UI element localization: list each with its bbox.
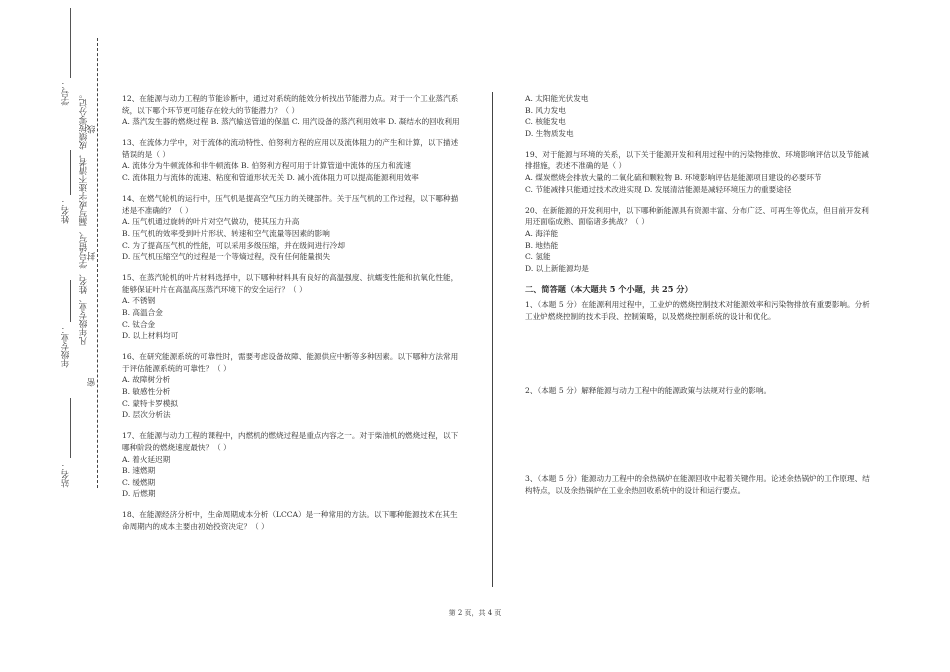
name-underline — [70, 150, 71, 195]
question-stem: 12、在能源与动力工程的节能诊断中，通过对系统的能效分析找出节能潜力点。对于一个工业蒸汽系统，以下哪个环节更可能存在较大的节能潜力？（ ） — [122, 94, 459, 115]
option-c: C. 蒙特卡罗模拟 — [122, 398, 178, 408]
name-label: 姓名： — [61, 198, 71, 224]
option: C. 流体阻力与流体的流速、粘度和管道形状无关 D. 减小流体阻力可以提高能源利用效率 — [122, 173, 419, 183]
question-18-options — [525, 93, 870, 139]
option-a: A. 故障树分析 — [122, 375, 171, 385]
option-a: A. 太阳能光伏发电 — [525, 94, 589, 103]
question-18 — [122, 509, 465, 532]
question-stem: 20、在新能源的开发利用中，以下哪种新能源具有资源丰富、分布广泛、可再生等优点，但目前开发利用还面临成熟、面临诸多挑战？（ ） — [525, 205, 869, 227]
question-stem: 18、在能源经济分析中，生命周期成本分析（LCCA）是一种常用的方法。以下哪种能源技术在其生命周期内的成本主要由初始投资决定？（ ） — [122, 510, 458, 531]
option-b: B. 压气机的效率受到叶片形状、转速和空气流量等因素的影响 — [122, 228, 330, 238]
school-underline — [70, 398, 71, 458]
question-16 — [122, 351, 465, 421]
option-a: A. 海洋能 — [525, 228, 559, 238]
short-answer-2: 2、（本题 5 分）解释能源与动力工程中的能源政策与法规对行业的影响。 — [525, 386, 772, 396]
short-answer-1: 1、（本题 5 分）在能源利用过程中，工业炉的燃烧控制技术对能源效率和污染物排放有重要影响。分析工业炉燃烧控制的技术手段、控制策略，以及燃烧控制系统的设计和优化。 — [525, 300, 870, 321]
option-d: D. 后燃期 — [122, 489, 156, 499]
option: A. 流体分为牛顿流体和非牛顿流体 B. 伯努利方程可用于计算管道中流体的压力和流速 — [122, 161, 411, 171]
student-id-underline — [70, 8, 71, 78]
option-b: B. 风力发电 — [525, 105, 566, 115]
question-stem: 17、在能源与动力工程的课程中，内燃机的燃烧过程是重点内容之一。对于柴油机的燃烧过程，以下哪种阶段的燃烧速度最快？（ ） — [122, 431, 459, 452]
seal-mark-mi: 密 — [87, 378, 97, 387]
option-a: A. 压气机通过旋转的叶片对空气做功，使其压力升高 — [122, 217, 300, 227]
seal-mark-xian: 线 — [87, 125, 97, 134]
option-b: B. 敏感性分析 — [122, 387, 171, 397]
option-a: A. 不锈钢 — [122, 296, 156, 306]
option-b: B. 高温合金 — [122, 308, 163, 317]
question-stem: 15、在蒸汽轮机的叶片材料选择中，以下哪种材料具有良好的高温强度、抗蠕变性能和抗氧化性能，能够保证叶片在高温高压蒸汽环境下的安全运行？（ ） — [122, 273, 459, 294]
right-column — [525, 93, 870, 497]
option: C. 节能减排只能通过技术改进实现 D. 发展清洁能源是减轻环境压力的重要途径 — [525, 184, 792, 194]
question-stem: 14、在燃气轮机的运行中，压气机是提高空气压力的关键部件。关于压气机的工作过程，以下哪种描述是不准确的？（ ） — [122, 194, 459, 215]
option-b: B. 地热能 — [525, 240, 559, 250]
option-d: D. 压气机压缩空气的过程是一个等熵过程，没有任何能量损失 — [122, 252, 331, 262]
option-a: A. 着火延迟期 — [122, 454, 171, 464]
question-13 — [122, 137, 465, 183]
option-c: C. 缓燃期 — [122, 477, 156, 487]
option-d: D. 生物质发电 — [525, 128, 574, 138]
school-label: 站名： — [61, 462, 71, 488]
question-stem: 16、在研究能源系统的可靠性时，需要考虑设备故障、能源供应中断等多种因素。以下哪种方法常用于评估能源系统的可靠性？（ ） — [122, 352, 459, 373]
page-number: 第 2 页，共 4 页 — [448, 609, 502, 617]
question-15 — [122, 272, 465, 342]
grade-major-label: 年级专业： — [61, 325, 71, 368]
question-17 — [122, 430, 465, 500]
option-b: B. 速燃期 — [122, 466, 156, 476]
column-divider — [492, 92, 493, 587]
question-19 — [525, 149, 870, 195]
option-d: D. 以上新能源均是 — [525, 263, 589, 273]
binding-dashed-line — [97, 38, 98, 488]
left-column — [122, 93, 465, 542]
option-d: D. 以上材料均可 — [122, 331, 179, 341]
option-c: C. 为了提高压气机的性能，可以采用多级压缩，并在级间进行冷却 — [122, 240, 345, 250]
question-stem: 13、在流体力学中，对于流体的流动特性、伯努利方程的应用以及流体阻力的产生和计算，以下描述错误的是（ ） — [122, 138, 459, 159]
student-id-label: 学号： — [61, 80, 71, 106]
option-c: C. 钛合金 — [122, 319, 156, 329]
option: A. 煤炭燃烧会排放大量的二氧化硫和颗粒物 B. 环境影响评估是能源项目建设的必要环节 — [525, 173, 822, 183]
question-stem: 19、对于能源与环境的关系，以下关于能源开发和利用过程中的污染物排放、环境影响评估以及节能减排措施，表述不准确的是（ ） — [525, 149, 869, 171]
question-14 — [122, 193, 465, 263]
question-options: A. 蒸汽发生器的燃烧过程 B. 蒸汽输送管道的保温 C. 用汽设备的蒸汽利用效率 D. 凝结水的回收利用 — [122, 117, 460, 127]
short-answer-3: 3、（本题 5 分）能源动力工程中的余热锅炉在能源回收中起着关键作用。论述余热锅炉的工作原理、结构特点，以及余热锅炉在工业余热回收系统中的设计和运行要点。 — [525, 474, 870, 495]
option-d: D. 层次分析法 — [122, 410, 171, 420]
binding-notice: 凡年级专业、姓名、学号错写、漏写或字迹不清者，成绩按零分记。 — [79, 90, 89, 345]
seal-mark-feng: 封 — [87, 252, 97, 261]
question-20 — [525, 205, 870, 275]
option-c: C. 核能发电 — [525, 117, 566, 127]
option-c: C. 氢能 — [525, 252, 551, 262]
grade-major-underline — [70, 280, 71, 322]
question-12 — [122, 93, 465, 128]
section-title: 二、简答题（本大题共 5 个小题，共 25 分） — [525, 283, 693, 294]
